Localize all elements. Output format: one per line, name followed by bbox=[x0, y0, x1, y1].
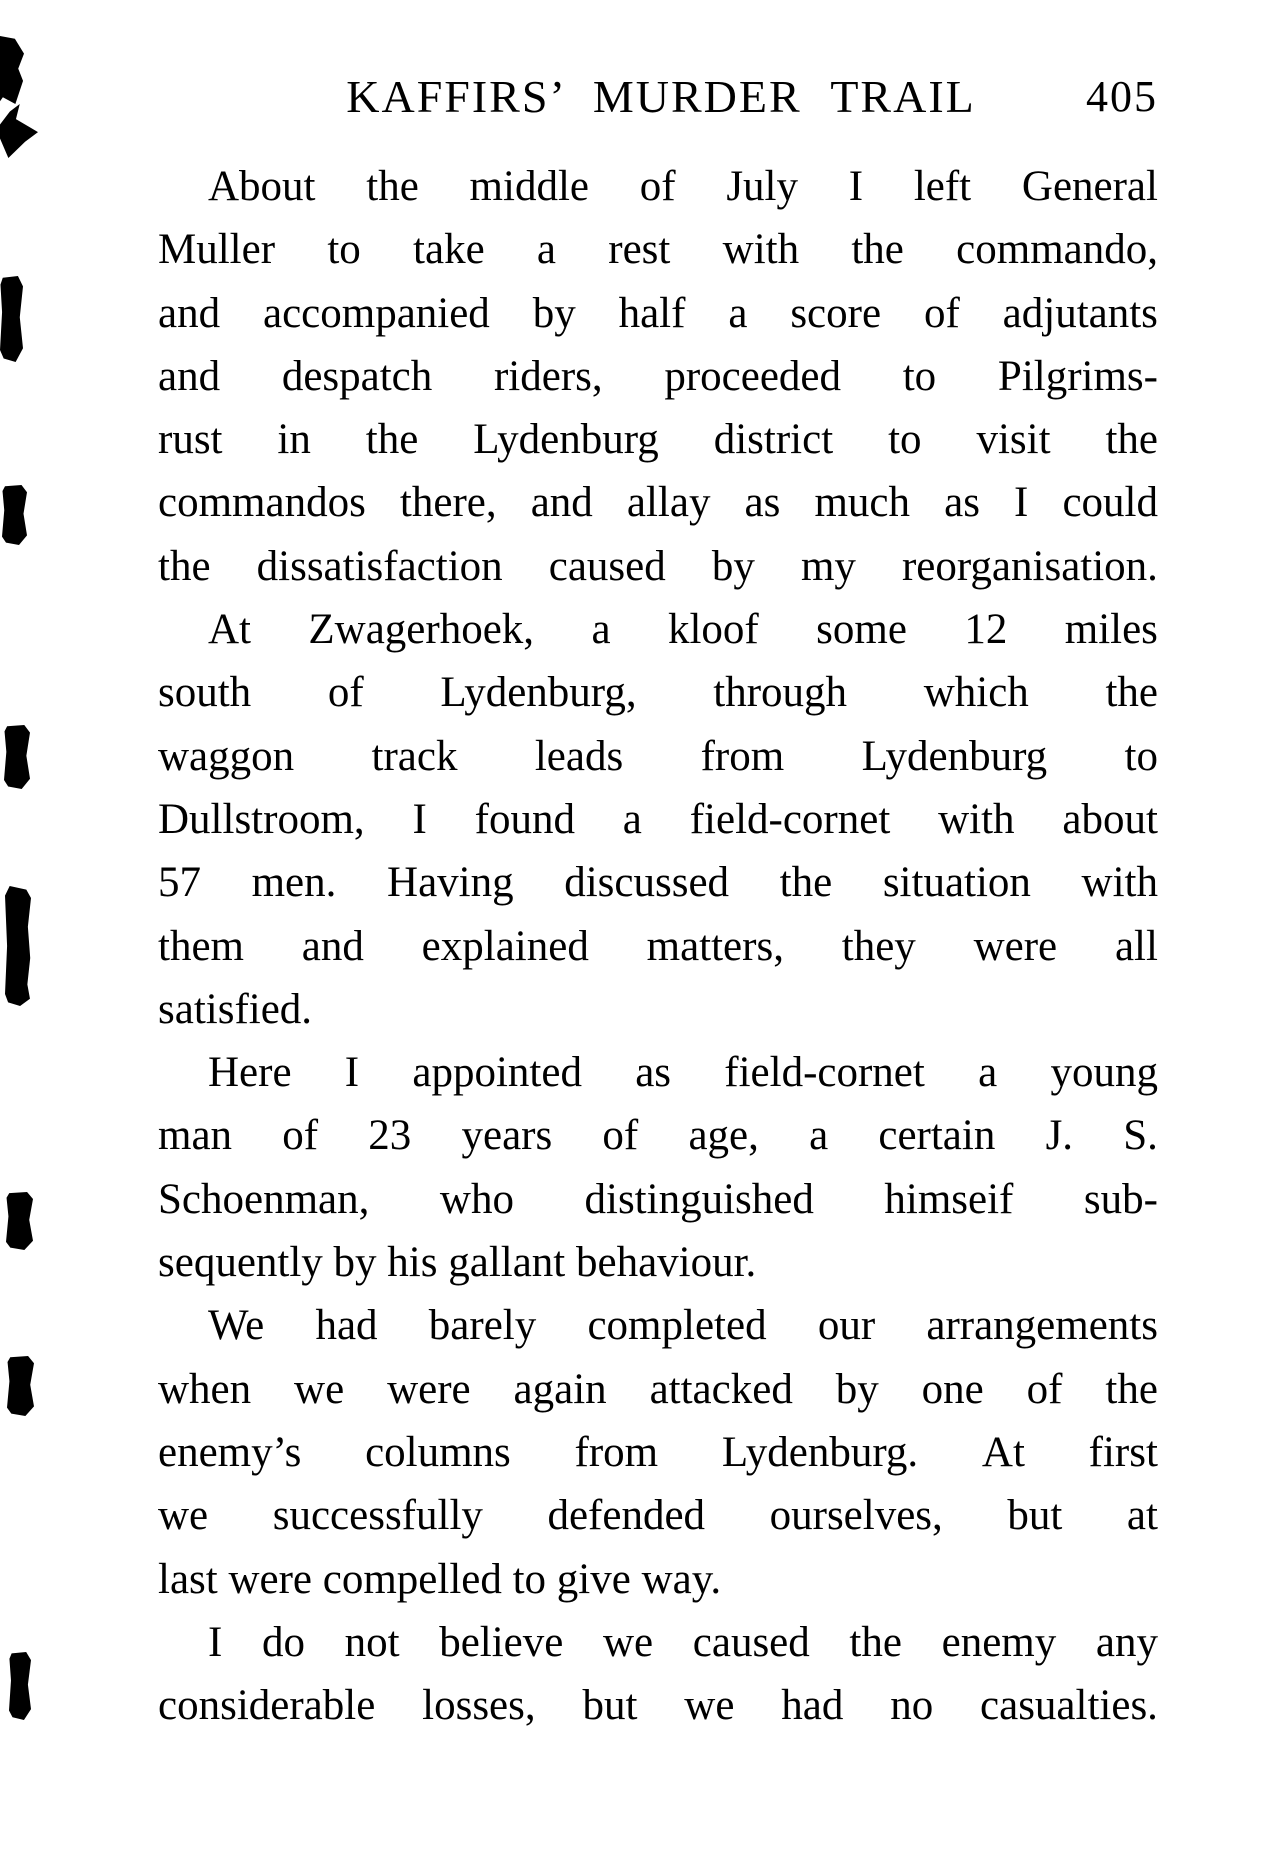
ink-smudge-artifact bbox=[7, 1356, 34, 1416]
ink-smudge-artifact bbox=[2, 485, 27, 545]
ink-smudge-artifact bbox=[0, 104, 38, 158]
page-text bbox=[158, 155, 1158, 1737]
text-line: enemy’s columns from Lydenburg. At first bbox=[158, 1428, 1158, 1476]
running-title: KAFFIRS’ MURDER TRAIL bbox=[346, 71, 976, 122]
text-line: we successfully defended ourselves, but at bbox=[158, 1492, 1158, 1540]
text-line: 57 men. Having discussed the situation with bbox=[158, 859, 1158, 907]
text-line: Dullstroom, I found a field-cornet with about bbox=[158, 795, 1158, 843]
text-line: them and explained matters, they were all bbox=[158, 922, 1158, 970]
text-line: when we were again attacked by one of the bbox=[158, 1365, 1158, 1413]
text-line: Schoenman, who distinguished himseif sub- bbox=[158, 1175, 1158, 1223]
text-line: At Zwagerhoek, a kloof some 12 miles bbox=[208, 606, 1158, 654]
text-line: I do not believe we caused the enemy any bbox=[208, 1618, 1158, 1666]
text-line: waggon track leads from Lydenburg to bbox=[158, 732, 1158, 780]
ink-smudge-artifact bbox=[4, 725, 30, 789]
page-header bbox=[162, 68, 1160, 126]
text-line: considerable losses, but we had no casualties. bbox=[158, 1682, 1158, 1730]
text-line: sequently by his gallant behaviour. bbox=[158, 1239, 757, 1287]
text-line: commandos there, and allay as much as I could bbox=[158, 479, 1158, 527]
text-line: We had barely completed our arrangements bbox=[208, 1302, 1158, 1350]
text-line: Muller to take a rest with the commando, bbox=[158, 226, 1158, 274]
ink-smudge-artifact bbox=[9, 1652, 31, 1720]
text-line: About the middle of July I left General bbox=[208, 163, 1158, 210]
ink-smudge-artifact bbox=[6, 1192, 33, 1250]
text-line: last were compelled to give way. bbox=[158, 1555, 722, 1603]
ink-smudge-artifact bbox=[0, 36, 24, 104]
text-line: Here I appointed as field-cornet a young bbox=[208, 1049, 1158, 1097]
page-number: 405 bbox=[1086, 72, 1158, 121]
text-line: rust in the Lydenburg district to visit the bbox=[158, 416, 1158, 464]
ink-smudge-artifact bbox=[5, 886, 31, 1006]
text-line: south of Lydenburg, through which the bbox=[158, 669, 1158, 717]
text-line: man of 23 years of age, a certain J. S. bbox=[158, 1112, 1158, 1160]
text-line: and despatch riders, proceeded to Pilgrims- bbox=[158, 352, 1158, 400]
text-line: satisfied. bbox=[158, 985, 313, 1033]
text-line: and accompanied by half a score of adjutants bbox=[158, 289, 1158, 337]
text-line: the dissatisfaction caused by my reorganisation. bbox=[158, 542, 1158, 590]
ink-smudge-artifact bbox=[0, 276, 23, 362]
